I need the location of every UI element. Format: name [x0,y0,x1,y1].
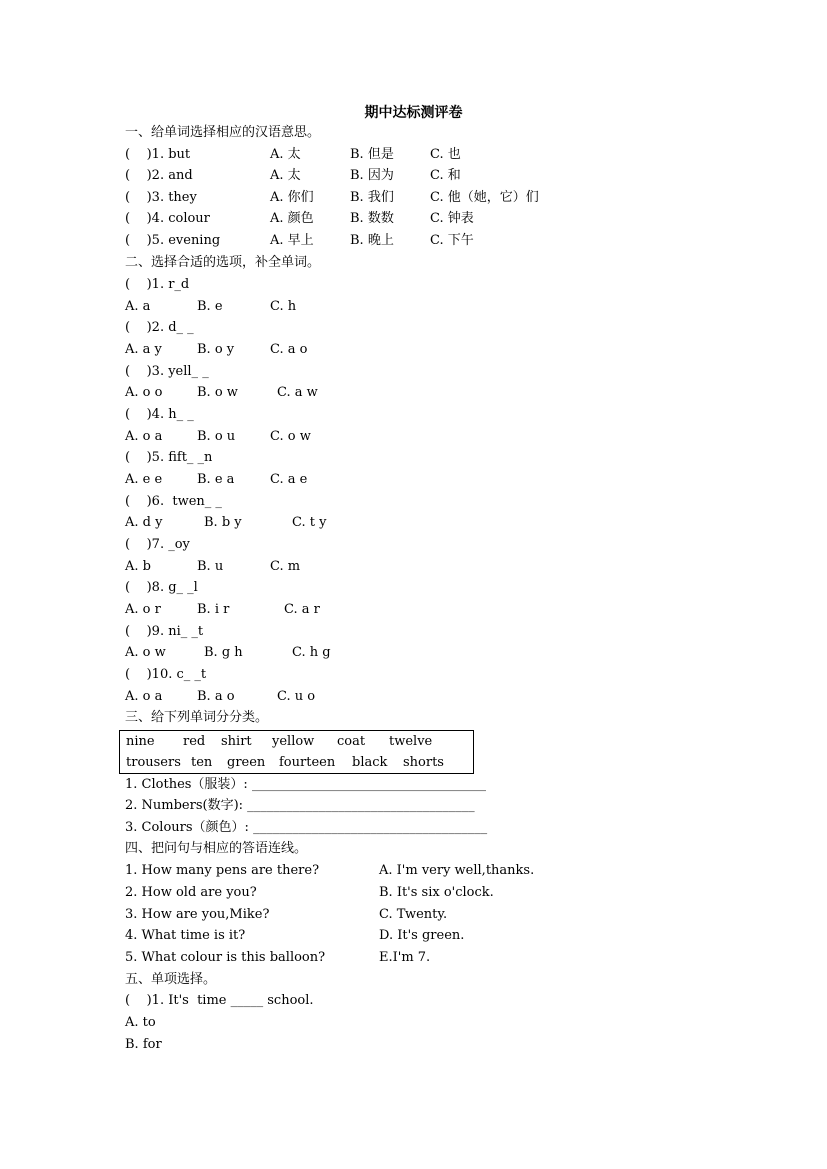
s2-opt-b: B. u [197,559,224,574]
s2-opt-b: B. i r [197,602,230,617]
word: nine [126,734,155,749]
s1-item-5 [125,230,625,251]
s2-opt-b: B. o y [197,342,235,357]
s1-opt-c: C. 钟表 [430,211,474,226]
match-row [125,904,585,925]
match-row [125,860,585,881]
s1-opt-c: C. 也 [430,147,461,162]
s1-opt-a: A. 颜色 [270,211,314,226]
match-row [125,882,585,903]
s2-opt-a: A. b [125,559,151,574]
s1-q: ( )3. they [125,190,197,205]
s2-opt-c: C. u o [277,689,316,704]
match-answer: C. Twenty. [379,907,448,922]
s2-opt-b: B. e [197,299,223,314]
s2-question: ( )8. g_ _l [125,580,198,595]
s2-question: ( )4. h_ _ [125,407,194,422]
mc-question-1: ( )1. It's time _____ school. [125,993,314,1008]
numbers-answer-line[interactable]: 2. Numbers(数字): ___________________________________ [125,798,475,813]
s2-opt-a: A. o a [125,689,163,704]
s1-opt-b: B. 我们 [350,190,394,205]
match-question: 4. What time is it? [125,928,246,943]
s2-question: ( )3. yell_ _ [125,364,209,379]
s2-opt-a: A. e e [125,472,163,487]
s2-options [125,339,425,360]
s2-options [125,512,425,533]
s2-opt-b: B. o u [197,429,236,444]
word: ten [191,755,213,770]
clothes-answer-line[interactable]: 1. Clothes（服装）: ____________________________________ [125,777,486,792]
s2-options [125,642,425,663]
s2-opt-a: A. o w [125,645,166,660]
match-answer: A. I'm very well,thanks. [379,863,535,878]
word-box-row-1 [126,731,466,752]
s1-item-1 [125,144,625,165]
s2-opt-c: C. h g [292,645,331,660]
match-question: 2. How old are you? [125,885,257,900]
s2-opt-b: B. g h [204,645,243,660]
s2-options [125,469,425,490]
s1-opt-c: C. 他（她，它）们 [430,190,539,205]
s1-q: ( )1. but [125,147,191,162]
s1-opt-a: A. 早上 [270,233,314,248]
s1-opt-b: B. 但是 [350,147,394,162]
s2-question: ( )2. d_ _ [125,320,194,335]
s1-item-3 [125,187,625,208]
match-question: 3. How are you,Mike? [125,907,270,922]
s1-q: ( )5. evening [125,233,221,248]
colours-answer-line[interactable]: 3. Colours（颜色）: ____________________________________ [125,820,488,835]
word-box-row-2 [126,752,466,773]
section3-heading: 三、给下列单词分分类。 [125,710,269,725]
s2-opt-c: C. a w [277,385,318,400]
s2-opt-a: A. o a [125,429,163,444]
page-title: 期中达标测评卷 [364,105,463,121]
match-answer: D. It's green. [379,928,465,943]
word: fourteen [279,755,336,770]
word: trousers [126,755,181,770]
s2-question: ( )5. fift_ _n [125,450,213,465]
s2-options [125,426,425,447]
s2-opt-b: B. b y [204,515,242,530]
word: yellow [272,734,315,749]
mc-option-a[interactable]: A. to [125,1015,156,1030]
s1-opt-b: B. 因为 [350,168,394,183]
section2-heading: 二、选择合适的选项，补全单词。 [125,255,321,270]
s2-opt-a: A. d y [125,515,163,530]
s2-opt-c: C. m [270,559,301,574]
s2-opt-a: A. o r [125,602,161,617]
s2-options [125,686,425,707]
match-answer: E.I'm 7. [379,950,431,965]
s1-opt-c: C. 下午 [430,233,474,248]
word: shorts [403,755,444,770]
s2-options [125,296,425,317]
s2-opt-c: C. o w [270,429,311,444]
s2-opt-b: B. o w [197,385,238,400]
match-answer: B. It's six o'clock. [379,885,494,900]
match-row [125,947,585,968]
mc-option-b[interactable]: B. for [125,1037,162,1052]
s2-options [125,382,425,403]
word: coat [337,734,366,749]
s1-opt-b: B. 晚上 [350,233,394,248]
s2-opt-a: A. a y [125,342,162,357]
match-question: 1. How many pens are there? [125,863,320,878]
s2-opt-b: B. a o [197,689,235,704]
s2-opt-c: C. a e [270,472,308,487]
s2-options [125,556,425,577]
s1-q: ( )2. and [125,168,193,183]
s1-opt-a: A. 你们 [270,190,314,205]
s2-opt-c: C. a r [284,602,320,617]
word: black [352,755,388,770]
word: twelve [389,734,433,749]
word: red [183,734,206,749]
match-row [125,925,585,946]
match-question: 5. What colour is this balloon? [125,950,326,965]
s1-q: ( )4. colour [125,211,210,226]
s1-opt-c: C. 和 [430,168,461,183]
section4-heading: 四、把问句与相应的答语连线。 [125,841,308,856]
s2-question: ( )6. twen_ _ [125,494,222,509]
s2-question: ( )7. _oy [125,537,190,552]
s2-question: ( )10. c_ _t [125,667,207,682]
s1-item-4 [125,208,625,229]
s1-opt-a: A. 太 [270,147,301,162]
word-box [119,730,474,774]
word: shirt [221,734,252,749]
section5-heading: 五、单项选择。 [125,972,217,987]
s2-question: ( )1. r_d [125,277,190,292]
s1-opt-b: B. 数数 [350,211,394,226]
s2-opt-b: B. e a [197,472,235,487]
s2-opt-a: A. a [125,299,151,314]
s2-opt-c: C. t y [292,515,327,530]
word: green [227,755,266,770]
s2-question: ( )9. ni_ _t [125,624,204,639]
s2-opt-c: C. a o [270,342,308,357]
s1-opt-a: A. 太 [270,168,301,183]
s2-opt-c: C. h [270,299,297,314]
section1-heading: 一、给单词选择相应的汉语意思。 [125,125,321,140]
s2-options [125,599,425,620]
s2-opt-a: A. o o [125,385,163,400]
s1-item-2 [125,165,625,186]
